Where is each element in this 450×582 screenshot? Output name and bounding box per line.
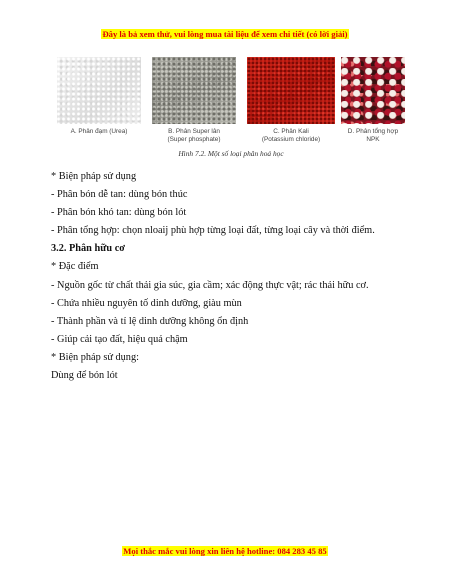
npk-photo <box>341 57 405 124</box>
body-line: - Chứa nhiều nguyên tố dinh dưỡng, giàu mùn <box>51 297 242 309</box>
figure-photos <box>57 57 405 125</box>
super-phosphate-photo <box>152 57 236 124</box>
preview-notice-banner <box>0 29 450 39</box>
body-line: * Biện pháp sử dụng: <box>51 351 139 363</box>
caption-npk: D. Phân tổng hợp NPK <box>347 128 399 143</box>
body-line: - Giúp cải tạo đất, hiệu quả chậm <box>51 333 188 345</box>
figure-captions <box>57 128 405 150</box>
document-body <box>51 171 411 388</box>
body-line: - Phân bón dễ tan: dùng bón thúc <box>51 189 188 201</box>
potassium-chloride-photo <box>247 57 335 124</box>
section-heading: 3.2. Phân hữu cơ <box>51 243 125 255</box>
preview-notice-text: Đây là bả xem thử, vui lòng mua tài liệu để xem chi tiết (có lời giải) <box>102 29 348 39</box>
caption-potassium-chloride: C. Phân Kali (Potassium chloride) <box>261 128 321 143</box>
body-line: - Phân bón khó tan: dùng bón lót <box>51 207 187 219</box>
body-line: - Phân tổng hợp: chọn nloaij phù hợp từng loại đất, từng loại cây và thời điểm. <box>51 225 375 237</box>
figure-title: Hình 7.2. Một số loại phân hoá học <box>178 149 284 158</box>
hotline-footer-banner <box>0 546 450 556</box>
caption-super-phosphate: B. Phân Super lân (Super phosphate) <box>167 128 221 143</box>
fertilizer-figure <box>57 57 405 158</box>
body-line: Dùng để bón lót <box>51 370 118 382</box>
body-line: * Biện pháp sử dụng <box>51 171 137 182</box>
urea-photo <box>57 57 141 124</box>
body-line: * Đặc điểm <box>51 261 99 273</box>
caption-urea: A. Phân đạm (Urea) <box>70 128 128 135</box>
body-line: - Thành phần và tỉ lệ dinh dưỡng không ổn định <box>51 315 249 327</box>
body-line: - Nguồn gốc từ chất thải gia súc, gia cầm; xác động thực vật; rác thải hữu cơ. <box>51 279 369 291</box>
hotline-footer-text: Mọi thắc mắc vui lòng xin liên hệ hotline: 084 283 45 85 <box>123 546 327 556</box>
